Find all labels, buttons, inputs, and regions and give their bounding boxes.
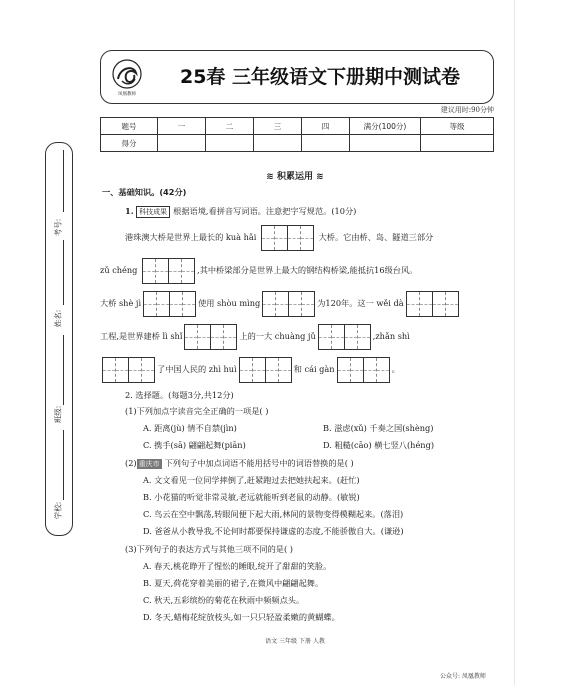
sub-question: (3)下列句子的表达方式与其他三项不同的是( ) (125, 544, 293, 554)
topic-tag: 科技成果 (136, 206, 170, 218)
table-cell: 题号 (101, 118, 158, 135)
score-input[interactable] (302, 135, 350, 152)
fill-row (100, 257, 417, 284)
table-row (101, 118, 494, 135)
row-text: zǔ chéng (100, 265, 138, 275)
wave-icon: ≋ (266, 172, 277, 182)
page-title: 25春 三年级语文下册期中测试卷 (179, 66, 461, 88)
fill-line[interactable] (63, 430, 64, 500)
table-cell: 得分 (101, 135, 158, 152)
question-number: (2) (125, 458, 137, 468)
option-d[interactable]: D. 冬天,蜡梅花绽放枝头,如一只只轻盈柔嫩的黄蝴蝶。 (143, 612, 340, 622)
score-input[interactable] (421, 135, 494, 152)
row-text: 大桥 shè jì (100, 298, 142, 308)
wave-icon: ≋ (313, 172, 324, 182)
fill-line[interactable] (63, 335, 64, 405)
answer-box[interactable] (406, 291, 459, 317)
logo (104, 55, 150, 99)
row-text: 使用 shòu mìng (198, 298, 261, 308)
option-a[interactable]: A. 春天,桃花睁开了惺忪的睡眼,绽开了甜甜的笑脸。 (143, 561, 332, 571)
row-text: 上的一大 chuàng jǔ (239, 331, 316, 341)
score-input[interactable] (254, 135, 302, 152)
option-a[interactable]: A. 距离(jù) 情不自禁(jìn) (143, 423, 237, 433)
question-2: 2. 选择题。(每题3分,共12分) (125, 390, 234, 400)
answer-box[interactable] (239, 357, 292, 383)
option-c[interactable]: C. 鸟云在空中飘荡,转眼间便下起大雨,林间的景物变得模糊起来。(落泪) (143, 509, 404, 519)
score-input[interactable] (206, 135, 254, 152)
side-label-name: 姓名: (53, 309, 63, 328)
question-text: 下列句子中加点词语不能用括号中的词语替换的是( ) (164, 458, 354, 468)
option-b[interactable]: B. 小花猫的听觉非常灵敏,老远就能听到老鼠的动静。(敏锐) (143, 492, 360, 502)
answer-box[interactable] (184, 324, 237, 350)
score-input[interactable] (158, 135, 206, 152)
watermark: 公众号: 凤凰教师 (440, 673, 486, 680)
table-cell: 二 (206, 118, 254, 135)
score-table (100, 117, 494, 152)
part-heading: 一、基础知识。(42分) (102, 187, 187, 197)
row-text: 大桥。它由桥、岛、隧道三部分 (318, 232, 434, 242)
question-number: 1. (125, 206, 134, 216)
sub-question (125, 457, 354, 469)
side-label-class: 班级: (53, 405, 63, 424)
page-footer: 语文 三年级 下册 人教 (265, 638, 325, 645)
row-text: ,zhǎn shì (372, 331, 410, 341)
table-cell: 一 (158, 118, 206, 135)
side-label-school: 学校: (53, 501, 63, 520)
table-cell: 等级 (421, 118, 494, 135)
time-note: 建议用时:90分钟 (440, 106, 494, 114)
option-c[interactable]: C. 携手(sā) 翩翩起舞(piān) (143, 440, 246, 450)
answer-box[interactable] (337, 357, 390, 383)
answer-box[interactable] (142, 258, 195, 284)
side-label-exam-no: 考号: (53, 218, 63, 237)
answer-box[interactable] (261, 225, 314, 251)
fill-line[interactable] (63, 240, 64, 305)
answer-box[interactable] (318, 324, 371, 350)
row-text: 为120年。这一 wěi dà (317, 298, 404, 308)
table-cell: 四 (302, 118, 350, 135)
fill-row (125, 224, 433, 251)
question-text: 根据语境,看拼音写词语。注意把字写规范。(10分) (173, 206, 357, 216)
fill-row (100, 323, 410, 350)
answer-box[interactable] (262, 291, 315, 317)
row-text: 。 (391, 364, 400, 374)
answer-box[interactable] (143, 291, 196, 317)
section-title-text: 积累运用 (276, 172, 313, 182)
row-text: ,其中桥梁部分是世界上最大的钢结构桥梁,能抵抗16级台风。 (197, 265, 418, 275)
question-1 (125, 205, 356, 218)
sub-question: (1)下列加点字读音完全正确的一项是( ) (125, 406, 269, 416)
table-row (101, 135, 494, 152)
section-title (230, 169, 360, 182)
option-d[interactable]: D. 爸爸从小教导我,不论何时都要保持谦虚的态度,不能骄傲自大。(谦逊) (143, 526, 404, 536)
student-info-column (45, 142, 73, 536)
fill-row (100, 290, 461, 317)
option-c[interactable]: C. 秋天,五彩缤纷的菊花在秋雨中频频点头。 (143, 595, 305, 605)
row-text: 和 cái gàn (293, 364, 335, 374)
option-a[interactable]: A. 文文看见一位同学摔倒了,赶紧跑过去把她扶起来。(赶忙) (143, 475, 360, 485)
score-input[interactable] (350, 135, 421, 152)
logo-text: 凤凰教师 (118, 92, 136, 97)
option-b[interactable]: B. 夏天,荷花穿着美丽的裙子,在微风中翩翩起舞。 (143, 578, 324, 588)
fill-line[interactable] (63, 150, 64, 212)
answer-box[interactable] (102, 357, 155, 383)
row-text: 工程,是世界建桥 lì shǐ (100, 331, 183, 341)
region-tag: 重庆市 (138, 460, 160, 468)
row-text: 了中国人民的 zhì huì (157, 364, 237, 374)
fill-row (100, 356, 400, 383)
row-text: 港珠澳大桥是世界上最长的 kuà hǎi (125, 232, 257, 242)
table-cell: 三 (254, 118, 302, 135)
table-cell: 满分(100分) (350, 118, 421, 135)
option-b[interactable]: B. 滋虑(xǔ) 千奏之国(shèng) (323, 423, 434, 433)
option-d[interactable]: D. 粗糙(cāo) 横七竖八(héng) (323, 440, 435, 450)
